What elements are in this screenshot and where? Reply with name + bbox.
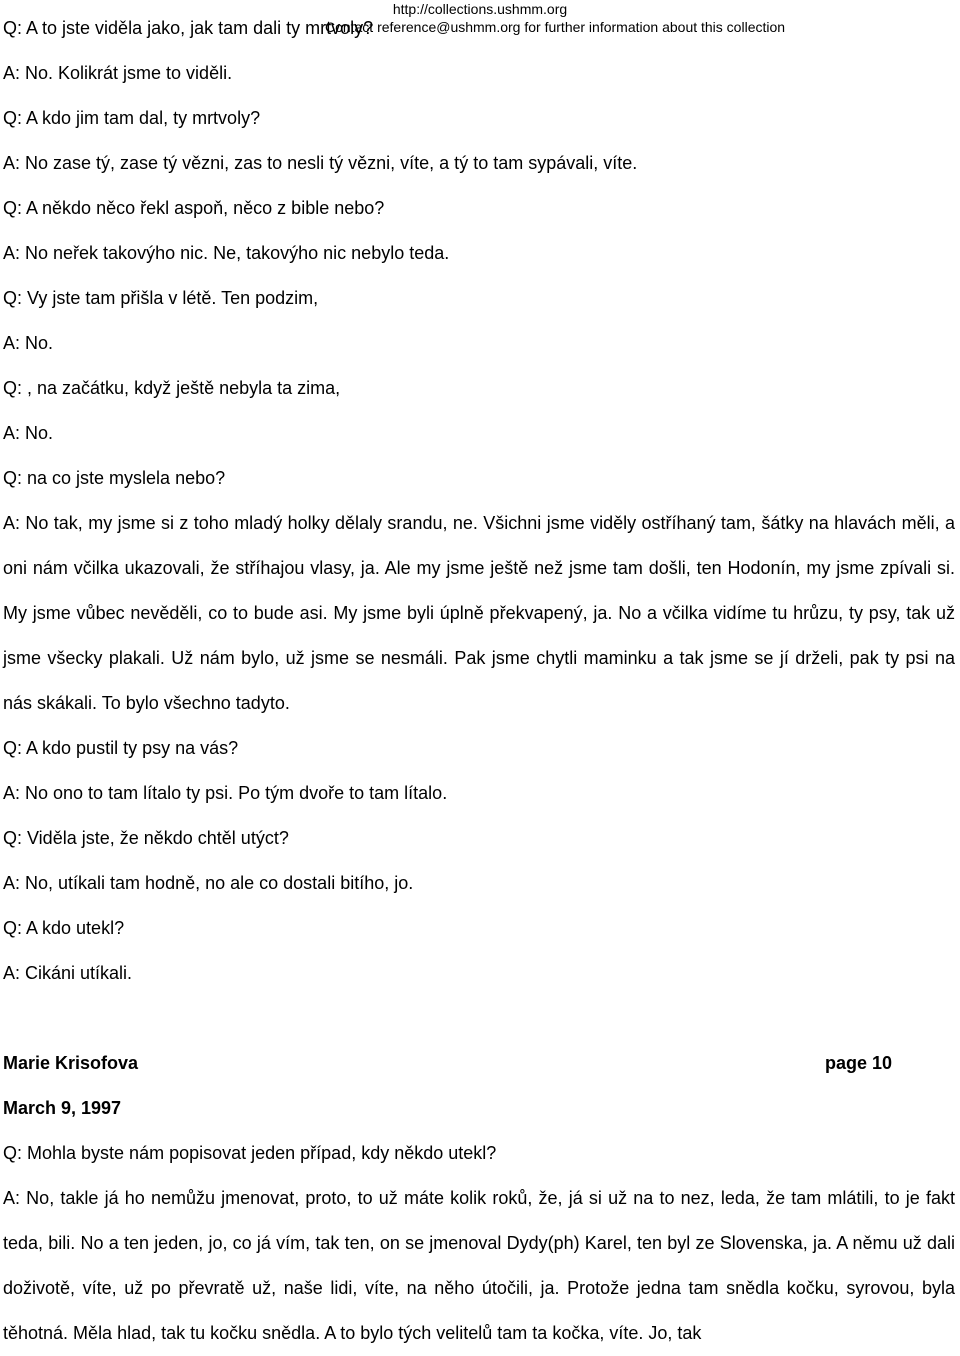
- page-number: page 10: [825, 1053, 893, 1073]
- section-gap: [3, 996, 955, 1041]
- transcript-line: A: No. Kolikrát jsme to viděli.: [3, 63, 233, 83]
- interview-date: March 9, 1997: [3, 1098, 122, 1118]
- transcript-line: Q: , na začátku, když ještě nebyla ta zima,: [3, 378, 341, 398]
- transcript-body: [3, 6, 955, 1356]
- transcript-line: Q: A kdo jim tam dal, ty mrtvoly?: [3, 108, 261, 128]
- header-contact-note: Contact reference@ushmm.org for further information about this collection: [324, 19, 786, 35]
- interviewee-name: Marie Krisofova: [3, 1053, 139, 1073]
- transcript-line: A: No.: [3, 423, 54, 443]
- transcript-paragraph: A: No tak, my jsme si z toho mladý holky dělaly srandu, ne. Všichni jsme viděly ostříhaný tam, šátky na hlavách měli, a oni nám včilka ukazovali, že stříhajou vlasy, ja. Ale my jsme ještě než jsme tam došli, ten Hodonín, my jsme zpívali si. My jsme vůbec nevěděli, co to bude asi. My jsme byli úplně překvapený, ja. No a včilka vidíme tu hrůzu, ty psy, tak už jsme všecky plakali. Už nám bylo, už jsme se nesmáli. Pak jsme chytli maminku a tak jsme se jí drželi, pak ty psi na nás skákali. To bylo všechno tadyto.: [3, 513, 955, 713]
- transcript-line: Q: Viděla jste, že někdo chtěl utýct?: [3, 828, 289, 848]
- transcript-line: Q: A někdo něco řekl aspoň, něco z bible nebo?: [3, 198, 385, 218]
- transcript-line: A: No zase tý, zase tý vězni, zas to nesli tý vězni, víte, a tý to tam sypávali, víte.: [3, 153, 638, 173]
- transcript-line: Q: A kdo utekl?: [3, 918, 125, 938]
- transcript-line: A: No, utíkali tam hodně, no ale co dostali bitího, jo.: [3, 873, 414, 893]
- transcript-line: A: No ono to tam lítalo ty psi. Po tým dvoře to tam lítalo.: [3, 783, 448, 803]
- transcript-line: A: No neřek takovýho nic. Ne, takovýho nic nebylo teda.: [3, 243, 450, 263]
- transcript-line: A: No.: [3, 333, 54, 353]
- transcript-line: Q: A kdo pustil ty psy na vás?: [3, 738, 239, 758]
- transcript-line: Q: na co jste myslela nebo?: [3, 468, 226, 488]
- page-header-row: [3, 1041, 955, 1086]
- transcript-line: Q: Mohla byste nám popisovat jeden případ, kdy někdo utekl?: [3, 1143, 497, 1163]
- transcript-line: Q: Vy jste tam přišla v létě. Ten podzim,: [3, 288, 319, 308]
- transcript-line: Q: A to jste viděla jako, jak tam dali ty mrtvoly?: [3, 18, 374, 38]
- transcript-paragraph: A: No, takle já ho nemůžu jmenovat, proto, to už máte kolik roků, že, já si už na to nez, leda, že tam mlátili, to je fakt teda, bili. No a ten jeden, jo, co já vím, tak ten, on se jmenoval Dydy(ph) Karel, ten byl ze Slovenska, ja. A němu už dali doživotě, víte, už po převratě už, naše lidi, víte, na něho útočili, ja. Protože jedna tam snědla kočku, syrovou, byla těhotná. Měla hlad, tak tu kočku snědla. A to bylo tých velitelů tam ta kočka, víte. Jo, tak: [3, 1188, 955, 1343]
- header-url: http://collections.ushmm.org: [392, 1, 568, 17]
- transcript-line: A: Cikáni utíkali.: [3, 963, 133, 983]
